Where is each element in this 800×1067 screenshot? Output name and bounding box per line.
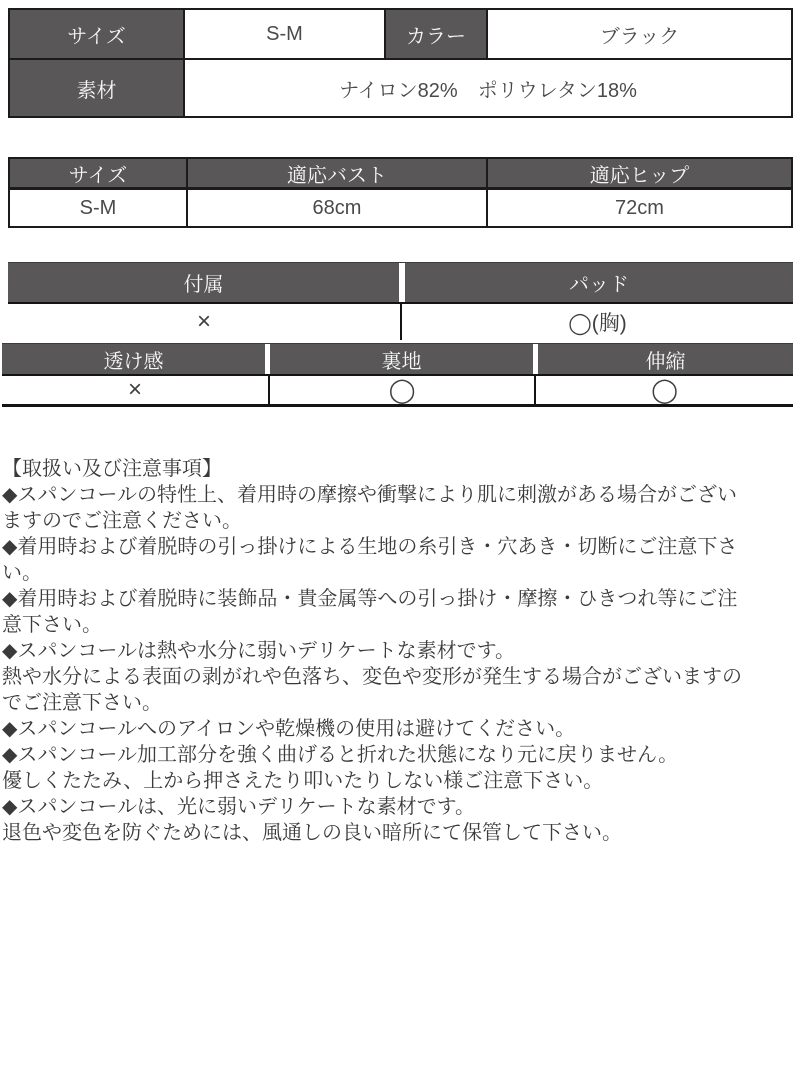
care-note-line: 退色や変色を防ぐためには、風通しの良い暗所にて保管して下さい。: [2, 822, 622, 844]
care-note-line: 意下さい。: [2, 614, 102, 636]
features-data-row: [2, 374, 793, 407]
care-note-line: 優しくたたみ、上から押さえたり叩いたりしない様ご注意下さい。: [2, 770, 604, 792]
spec-table: [8, 8, 793, 118]
care-note-line: い。: [2, 562, 42, 584]
meas-size-value: S-M: [10, 190, 188, 226]
material-header: 素材: [10, 60, 185, 116]
size-header: サイズ: [10, 10, 185, 58]
sheerness-header: 透け感: [2, 344, 265, 374]
accessories-value: ×: [196, 308, 211, 335]
meas-col-size-header: サイズ: [10, 159, 188, 187]
meas-col-bust-header: 適応バスト: [188, 159, 488, 187]
accessories-header: 付属: [8, 263, 399, 302]
color-value: ブラック: [599, 25, 680, 48]
care-note-line: ◆スパンコールへのアイロンや乾燥機の使用は避けてください。: [2, 718, 576, 740]
spec-table-row-1: [10, 10, 791, 60]
meas-hip-value: 72cm: [615, 196, 664, 219]
stretch-value: ◯: [651, 376, 678, 404]
features-table: [2, 343, 793, 407]
care-note-line: 熱や水分による表面の剥がれや色落ち、変色や変形が発生する場合がございますの: [2, 666, 742, 688]
accessories-table: [8, 262, 793, 340]
care-note-line: ◆スパンコールは、光に弱いデリケートな素材です。: [2, 796, 475, 818]
care-notes-title: 【取扱い及び注意事項】: [2, 458, 222, 480]
size-value: S-M: [185, 10, 386, 58]
accessories-header-row: [8, 263, 793, 302]
care-notes: [2, 456, 798, 846]
measurements-table: [8, 157, 793, 228]
care-note-line: ◆着用時および着脱時に装飾品・貴金属等への引っ掛け・摩擦・ひきつれ等にご注: [2, 588, 738, 610]
stretch-header: 伸縮: [538, 344, 793, 374]
pad-value: ◯(胸): [568, 312, 627, 335]
color-header: カラー: [386, 10, 488, 58]
care-note-line: ◆スパンコールの特性上、着用時の摩擦や衝撃により肌に刺激がある場合がござい: [2, 484, 737, 506]
spec-table-row-2: [10, 60, 791, 116]
care-note-line: ◆スパンコール加工部分を強く曲げると折れた状態になり元に戻りません。: [2, 744, 679, 766]
features-header-row: [2, 344, 793, 374]
lining-header: 裏地: [270, 344, 533, 374]
meas-col-hip-header: 適応ヒップ: [488, 159, 791, 187]
care-note-line: ますのでご注意ください。: [2, 510, 242, 532]
care-note-line: ◆スパンコールは熱や水分に弱いデリケートな素材です。: [2, 640, 515, 662]
material-value: ナイロン82% ポリウレタン18%: [339, 79, 637, 102]
measurements-data-row: [10, 190, 791, 226]
sheerness-value: ×: [127, 376, 142, 403]
pad-header: パッド: [405, 263, 793, 302]
lining-value: ◯: [388, 376, 416, 404]
measurements-header-row: [10, 159, 791, 190]
care-note-line: ◆着用時および着脱時の引っ掛けによる生地の糸引き・穴あき・切断にご注意下さ: [2, 536, 738, 558]
care-note-line: でご注意下さい。: [2, 692, 162, 714]
accessories-data-row: [8, 302, 793, 340]
meas-bust-value: 68cm: [188, 190, 488, 226]
